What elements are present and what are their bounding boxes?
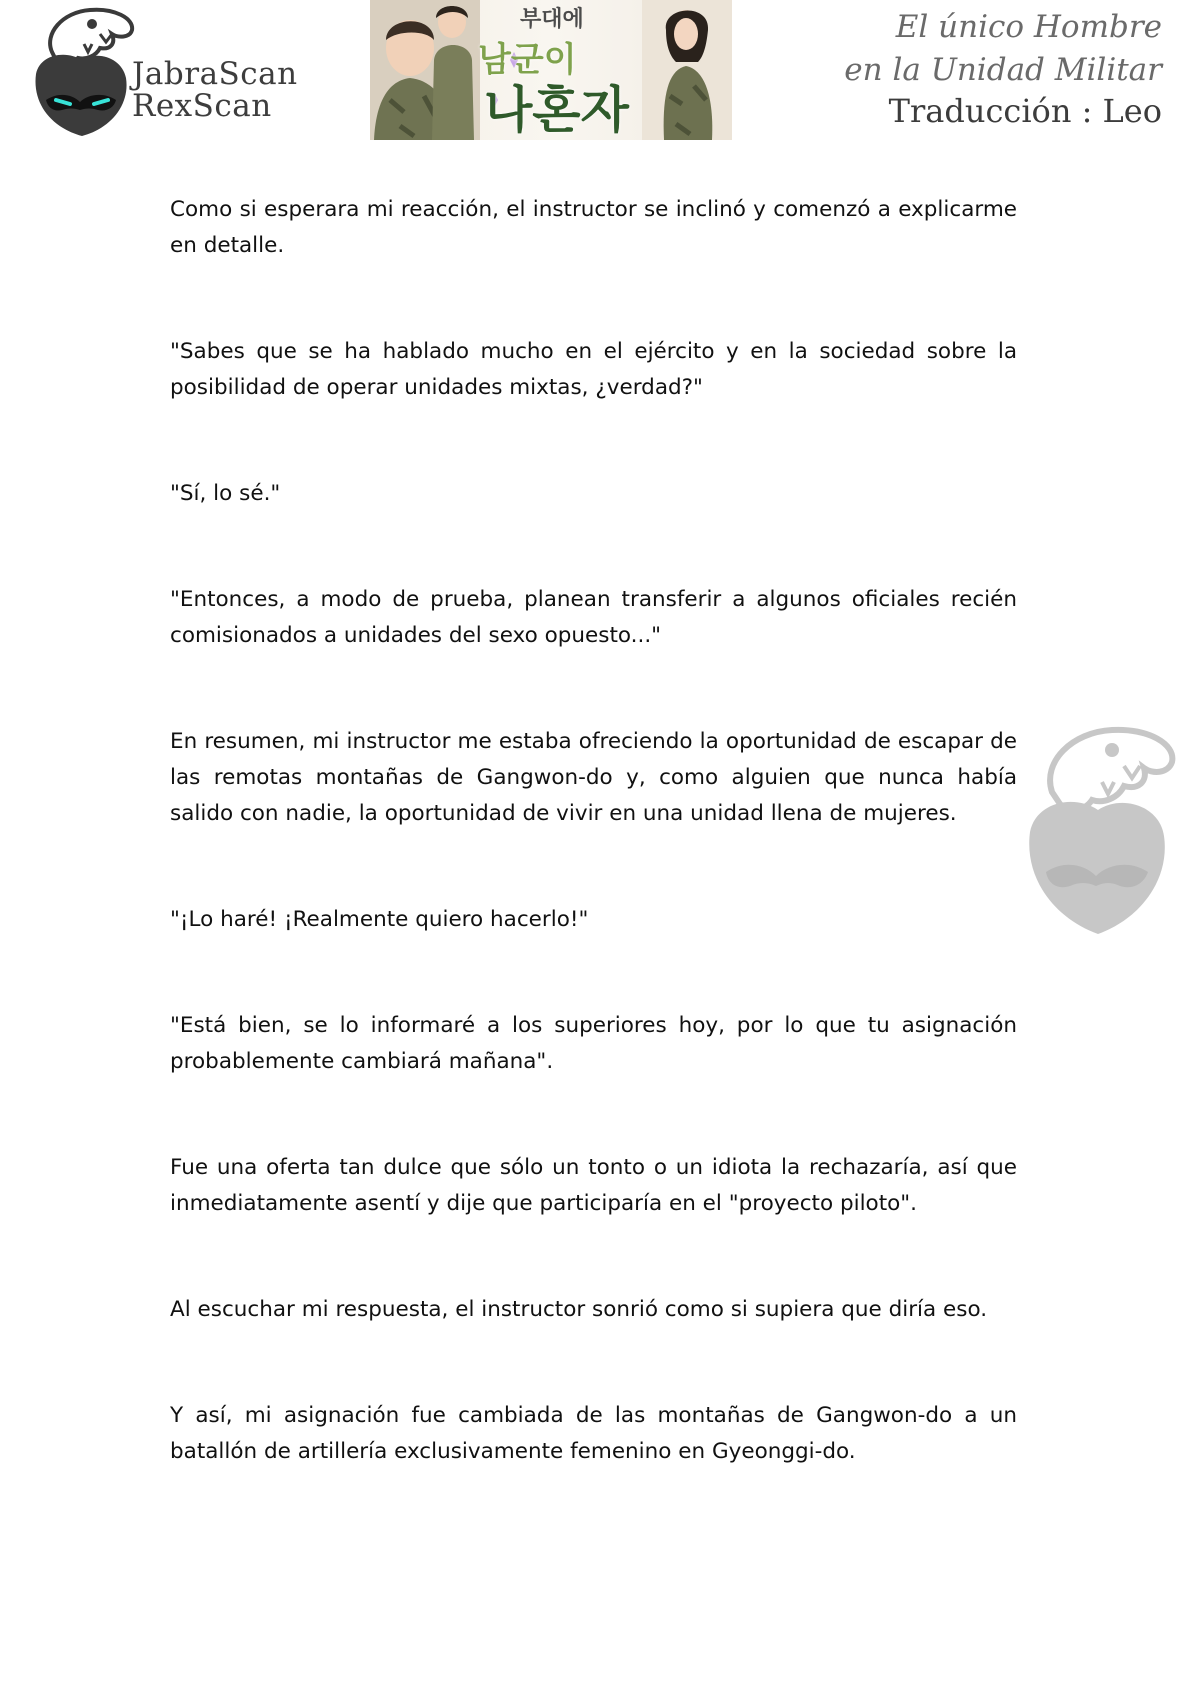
page-header [0,0,1190,150]
dinosaur-skull-watermark-icon [1012,722,1182,940]
paragraph: Al escuchar mi respuesta, el instructor sonrió como si supiera que diría eso. [170,1297,988,1322]
brand-line-2: RexScan [132,88,272,124]
series-title-line-1: El único Hombre [895,9,1162,45]
chapter-text [170,192,1017,1540]
paragraph: "Está bien, se lo informaré a los superiores hoy, por lo que tu asignación probablemente cambiará mañana". [170,1013,1017,1074]
cover-title-big: 나혼자 [484,81,629,139]
scan-group-brand [132,58,298,122]
cover-title-mid: 남군이 [478,40,577,80]
translation-credit: Traducción : Leo [888,92,1162,130]
cover-title-small: 부대에 [520,7,584,32]
paragraph: Fue una oferta tan dulce que sólo un tonto o un idiota la rechazaría, así que inmediatamente asentí y dije que participaría en el "proyecto piloto". [170,1155,1017,1216]
cover-art [370,0,732,140]
dinosaur-skull-mascot-icon [22,4,142,140]
paragraph: "Entonces, a modo de prueba, planean transferir a algunos oficiales recién comisionados a unidades del sexo opuesto..." [170,587,1017,648]
paragraph: Como si esperara mi reacción, el instructor se inclinó y comenzó a explicarme en detalle. [170,197,1017,258]
paragraph: En resumen, mi instructor me estaba ofreciendo la oportunidad de escapar de las remotas montañas de Gangwon-do y, como alguien que nunca había salido con nadie, la oportunidad de vivir en una unidad llena de mujeres. [170,729,1017,826]
paragraph: "Sabes que se ha hablado mucho en el ejército y en la sociedad sobre la posibilidad de operar unidades mixtas, ¿verdad?" [170,339,1017,400]
series-title-line-2: en la Unidad Militar [844,52,1162,88]
series-title [844,6,1162,92]
paragraph: "¡Lo haré! ¡Realmente quiero hacerlo!" [170,907,589,932]
paragraph: "Sí, lo sé." [170,481,281,506]
paragraph: Y así, mi asignación fue cambiada de las montañas de Gangwon-do a un batallón de artillería exclusivamente femenino en Gyeonggi-do. [170,1403,1017,1464]
brand-line-1: JabraScan [132,56,298,92]
